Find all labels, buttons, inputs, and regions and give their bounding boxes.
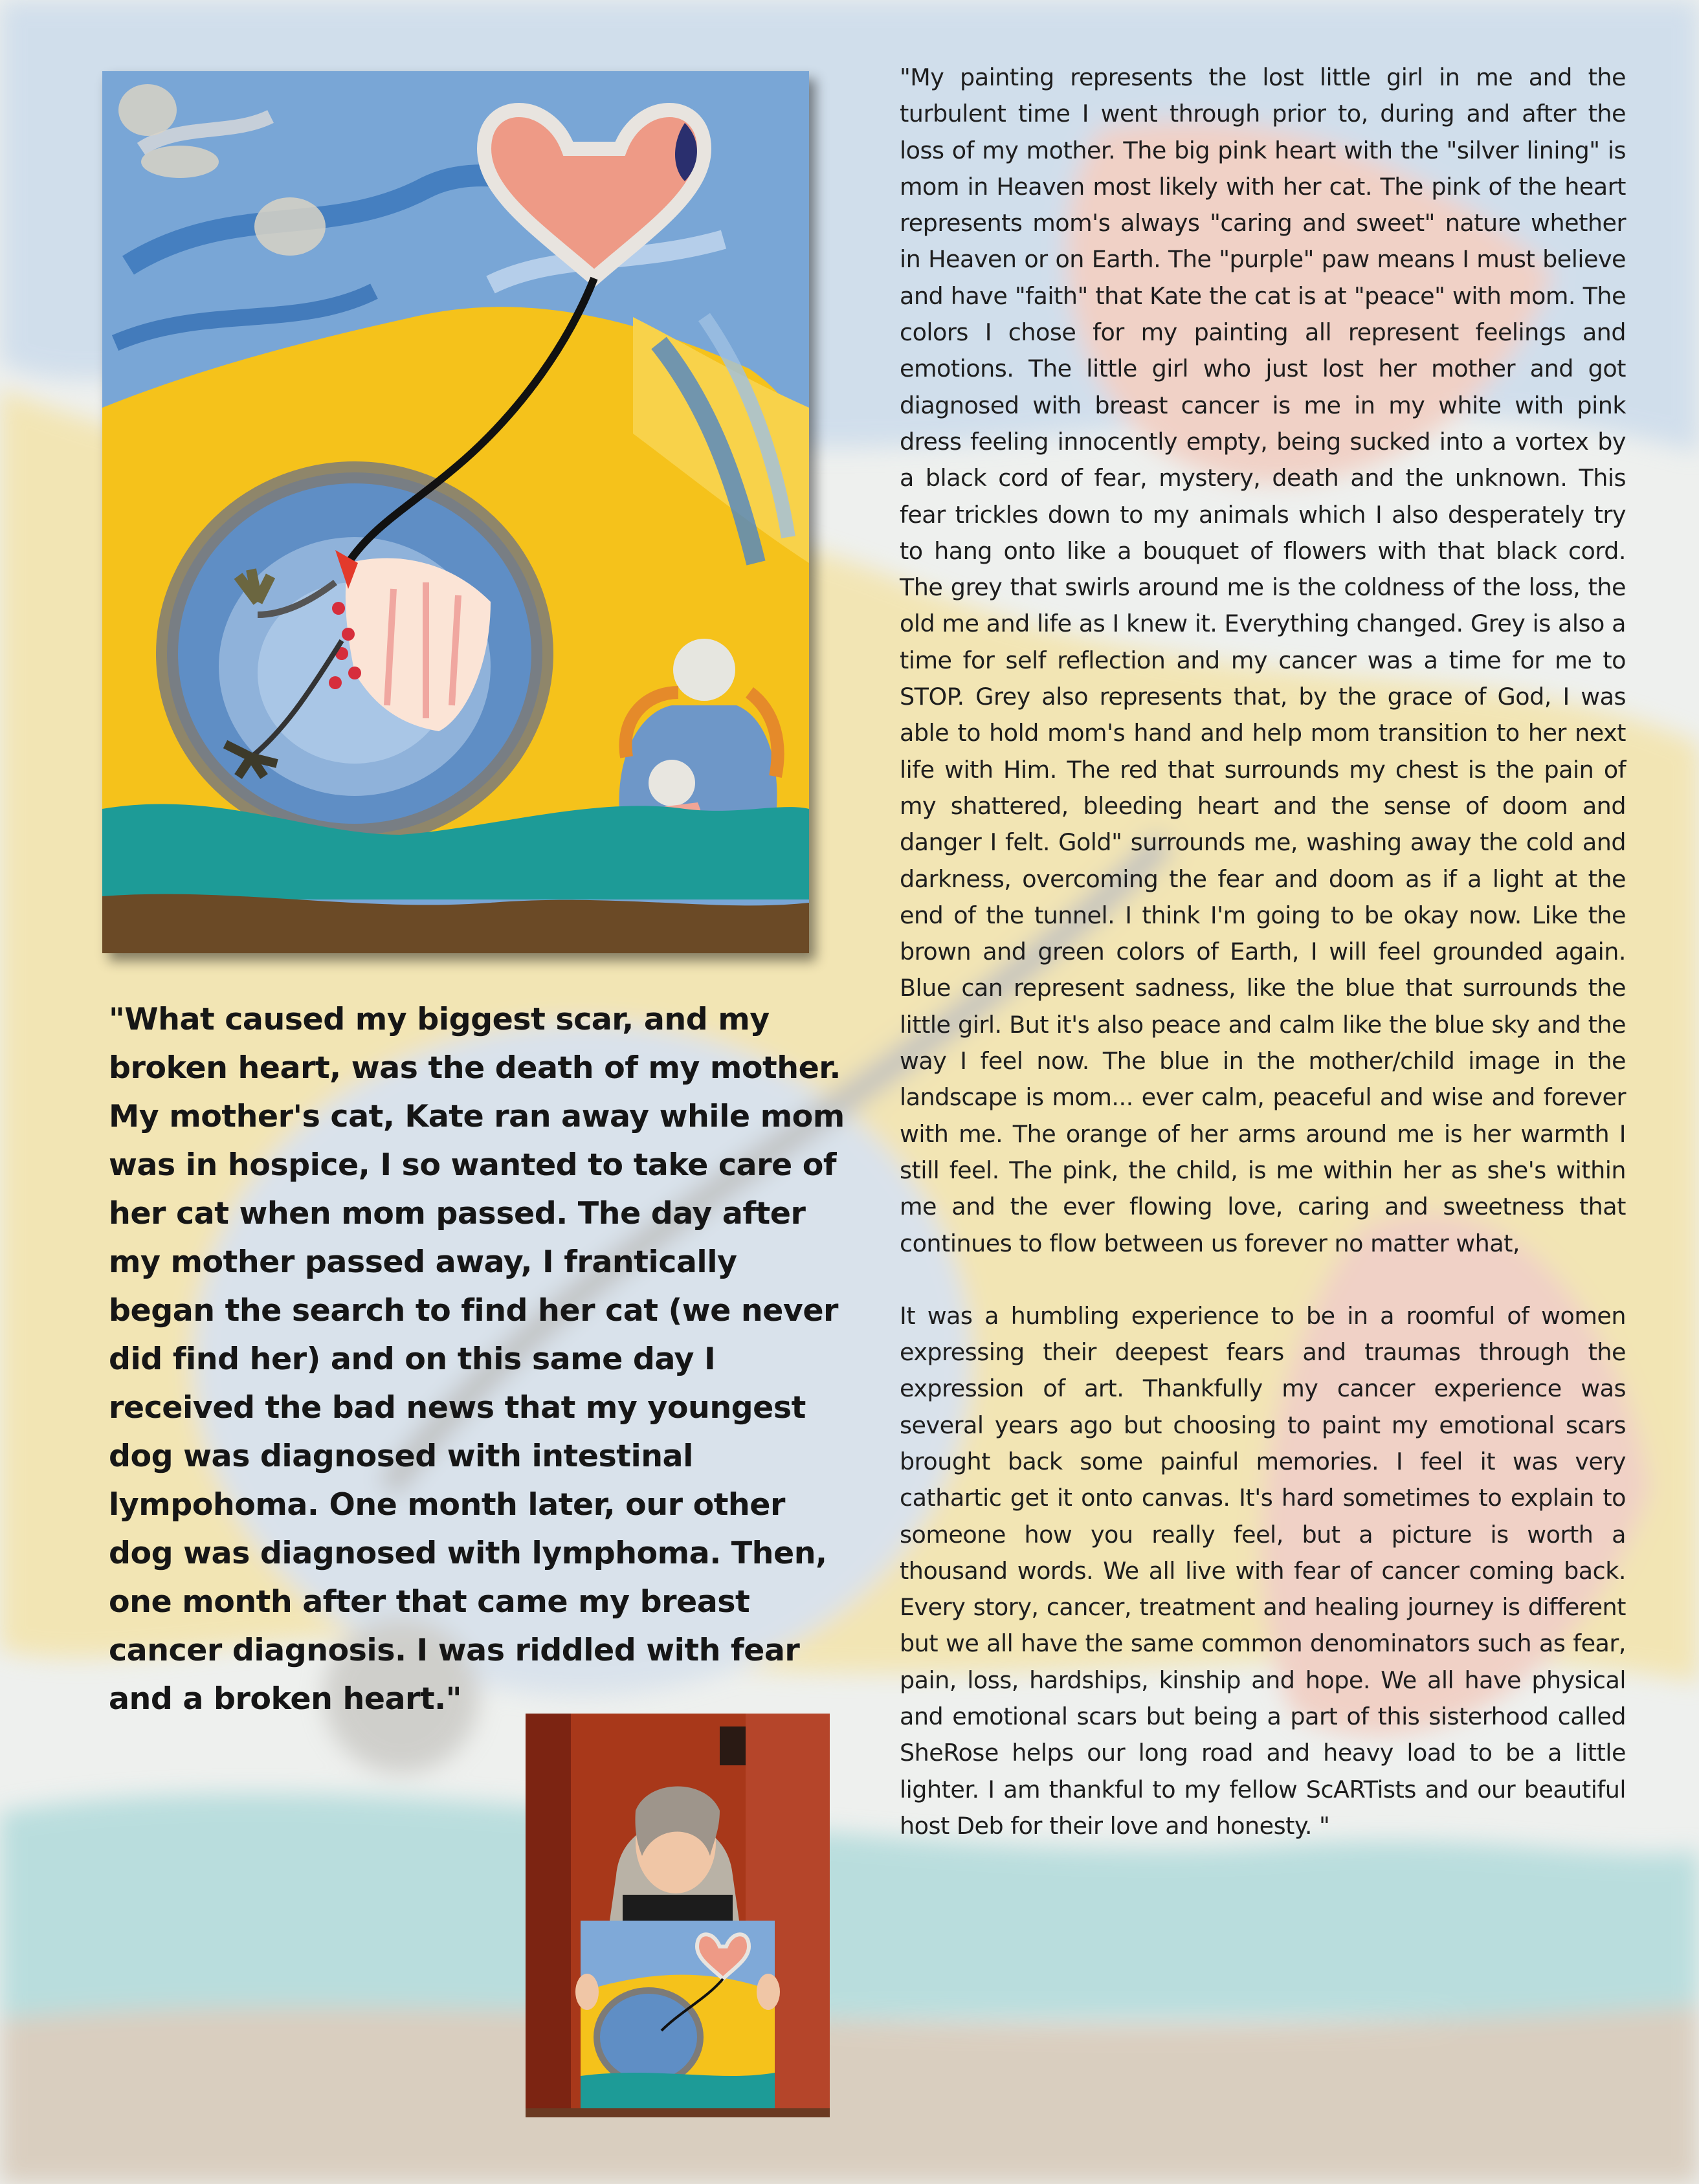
pull-quote: "What caused my biggest scar, and my broken heart, was the death of my mother. My mother's cat, Kate ran away while mom was in hospice, I so wanted to take care of her cat when mom passed. The day after my mother passed away, I frantically began the search to find her cat (we never did find her) and on this same day I received the bad news that my youngest dog was diagnosed with intestinal lympohoma. One month later, our other dog was diagnosed with lymphoma. Then, one month after that came my breast cancer diagnosis. I was riddled with fear and a broken heart." bbox=[109, 1002, 845, 1717]
body-paragraph-2: It was a humbling experience to be in a roomful of women expressing their deepest fears and traumas through the expression of art. Thankfully my cancer experience was several years ago but choosing to paint my emotional scars brought back some painful memories. I feel it was very cathartic get it onto canvas. It's hard sometimes to explain to someone how you really feel, but a picture is worth a thousand words. We all live with fear of cancer coming back. Every story, cancer, treatment and healing journey is different but we all have the same common denominators such as fear, pain, loss, hardships, kinship and hope. We all have physical and emotional scars but being a part of this sisterhood called SheRose helps our long road and heavy load to be a little lighter. I am thankful to my fellow ScARTists and our beautiful host Deb for their love and honesty. " bbox=[900, 1301, 1626, 1840]
article-body bbox=[900, 60, 1626, 1844]
body-paragraph-1: "My painting represents the lost little girl in me and the turbulent time I went through prior to, during and after the loss of my mother. The big pink heart with the "silver lining" is mom in Heaven most likely with her cat. The pink of the heart represents mom's always "caring and sweet" nature whether in Heaven or on Earth. The "purple" paw means I must believe and have "faith" that Kate the cat is at "peace" with mom. The colors I chose for my painting all represent feelings and emotions. The little girl who just lost her mother and got diagnosed with breast cancer is me in my white with pink dress feeling innocently empty, being sucked into a vortex by a black cord of fear, mystery, death and the unknown. This fear trickles down to my animals which I also desperately try to hang onto like a bouquet of flowers with that black cord. The grey that swirls around me is the coldness of the loss, the old me and life as I knew it. Everything changed. Grey is also a time for self reflection and my cancer was a time for me to STOP. Grey also represents that, by the grace of God, I was able to hold mom's hand and help mom transition to her next life with Him. The red that surrounds my chest is the pain of my shattered, bleeding heart and the sense of doom and danger I felt. Gold" surrounds me, washing away the cold and darkness, overcoming the fear and doom as if a light at the end of the tunnel. I think I'm going to be okay now. Like the brown and green colors of Earth, I will feel grounded again. Blue can represent sadness, like the blue that surrounds the little girl. But it's also peace and calm like the blue sky and the way I feel now. The blue in the mother/child image in the landscape is mom... ever calm, peaceful and wise and forever with me. The orange of her arms around me is her warmth I still feel. The pink, the child, is me within her as she's within me and the ever flowing love, caring and sweetness that continues to flow between us forever no matter what, bbox=[900, 63, 1626, 1257]
artist-photo bbox=[526, 1714, 830, 2117]
painting-image bbox=[102, 71, 809, 953]
